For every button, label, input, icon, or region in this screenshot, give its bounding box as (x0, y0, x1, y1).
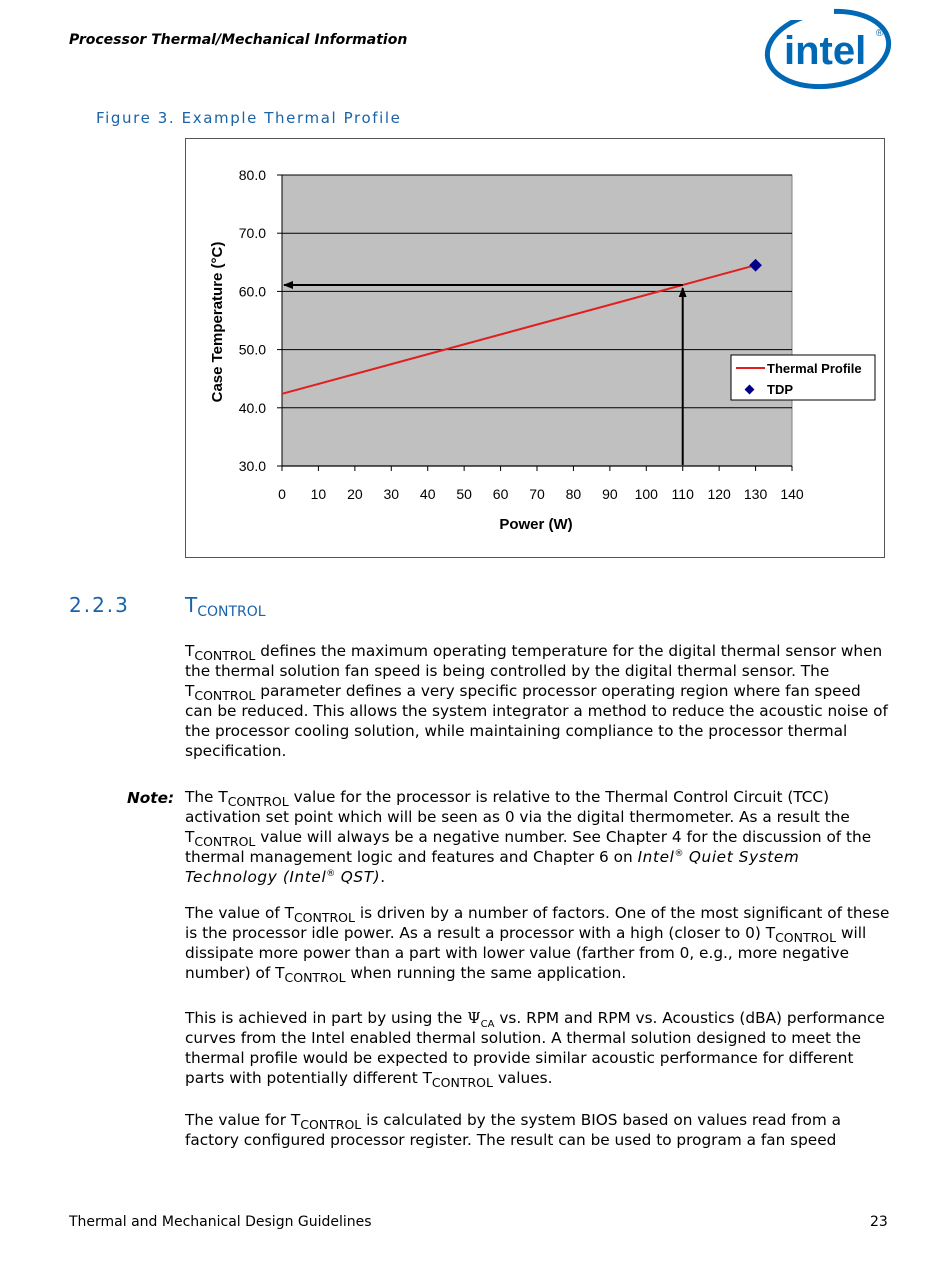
plot-area (282, 175, 792, 466)
section-title-main: T (185, 593, 198, 617)
tcontrol-subscript: CONTROL (284, 970, 346, 985)
tcontrol-subscript: CONTROL (194, 648, 256, 663)
note-paragraph (185, 787, 890, 887)
paragraph-text: defines the maximum operating temperature for the digital thermal sensor when the thermal solution fan speed is being controlled by the digital thermal sensor. The (185, 642, 883, 680)
tcontrol-subscript: CONTROL (775, 930, 837, 945)
paragraph-tcontrol-definition (185, 641, 890, 761)
tcontrol-symbol: T (185, 642, 195, 660)
tcontrol-symbol: T (218, 788, 228, 806)
logo-wordmark: intel (784, 29, 867, 73)
tcontrol-symbol: T (275, 964, 285, 982)
x-tick-label: 0 (278, 486, 286, 502)
registered-mark: ® (674, 849, 684, 859)
x-tick-label: 110 (671, 486, 694, 502)
paragraph-text: vs. RPM and RPM vs. Acoustics (dBA) performance curves from the Intel enabled thermal solution. A thermal solution designed to meet the thermal profile would be expected to provide similar acoustic performance for different parts with potentially different (185, 1009, 885, 1087)
section-number: 2.2.3 (69, 593, 130, 617)
x-tick-labels (278, 486, 804, 502)
note-text: value for the processor is relative to the Thermal Control Circuit (TCC) activation set point which will be seen as 0 via the digital thermometer. As a result the (185, 788, 850, 826)
paragraph-text: The value for (185, 1111, 291, 1129)
section-title-sub: CONTROL (197, 604, 266, 620)
note-italic-text: Intel (637, 848, 675, 866)
tcontrol-symbol: T (185, 682, 195, 700)
legend (731, 355, 875, 400)
note-text: . (380, 868, 386, 886)
chart-canvas (186, 139, 886, 559)
tcontrol-subscript: CONTROL (431, 1075, 493, 1090)
x-tick-label: 30 (383, 486, 400, 502)
x-tick-label: 140 (780, 486, 804, 502)
tcontrol-subscript: CONTROL (300, 1117, 362, 1132)
y-tick-label: 70.0 (238, 225, 266, 242)
logo-registered-mark: ® (876, 28, 884, 39)
tcontrol-subscript: CONTROL (227, 794, 289, 809)
figure-caption: Figure 3. Example Thermal Profile (96, 109, 402, 127)
x-tick-label: 40 (419, 486, 436, 502)
x-tick-label: 20 (347, 486, 363, 502)
note-text: value will always be a negative number. See Chapter 4 for the discussion of the thermal management logic and features and Chapter 6 on (185, 828, 872, 866)
x-tick-label: 120 (707, 486, 731, 502)
thermal-profile-chart (185, 138, 885, 558)
intel-logo (764, 6, 892, 90)
paragraph-text: when running the same application. (345, 964, 627, 982)
x-tick-label: 10 (310, 486, 327, 502)
note-label: Note: (127, 789, 175, 807)
footer-page-number: 23 (870, 1214, 888, 1230)
x-tick-label: 130 (743, 486, 768, 502)
y-tick-label: 40.0 (238, 399, 266, 416)
note-italic-text: QST) (335, 868, 381, 886)
running-header: Processor Thermal/Mechanical Information (69, 32, 408, 48)
tcontrol-subscript: CONTROL (293, 910, 355, 925)
paragraph-text: values. (492, 1069, 553, 1087)
psi-symbol: Ψ (467, 1009, 481, 1027)
paragraph-text: This is achieved in part by using the (185, 1009, 468, 1027)
paragraph-tcontrol-factors (185, 903, 890, 983)
x-tick-label: 50 (456, 486, 472, 502)
legend-thermal-profile-label: Thermal Profile (767, 361, 862, 376)
paragraph-text: is calculated by the system BIOS based on values read from a factory configured processor register. The result can be used to program a fan speed (185, 1111, 842, 1149)
y-tick-label: 60.0 (238, 283, 266, 300)
x-tick-label: 80 (565, 486, 582, 502)
x-axis-label: Power (W) (499, 516, 573, 533)
y-axis-label: Case Temperature (°C) (209, 241, 226, 403)
note-italic-text: Quiet System Technology (Intel (185, 848, 800, 886)
x-tick-label: 60 (492, 486, 509, 502)
legend-tdp-label: TDP (767, 382, 793, 397)
y-tick-labels (239, 167, 266, 474)
tcontrol-symbol: T (284, 904, 294, 922)
tcontrol-symbol: T (185, 828, 195, 846)
note-text: The (185, 788, 219, 806)
tcontrol-symbol: T (422, 1069, 432, 1087)
psi-subscript: CA (480, 1019, 495, 1030)
x-tick-label: 90 (602, 486, 618, 502)
paragraph-text: is driven by a number of factors. One of the most significant of these is the processor idle power. As a result a processor with a high (closer to 0) (185, 904, 890, 942)
tcontrol-subscript: CONTROL (194, 834, 256, 849)
paragraph-text: parameter defines a very specific processor operating region where fan speed can be reduced. This allows the system integrator a method to reduce the acoustic noise of the processor cooling solution, while maintaining compliance to the processor thermal specification. (185, 682, 888, 760)
registered-mark: ® (326, 869, 336, 879)
y-tick-label: 50.0 (238, 341, 266, 358)
tcontrol-symbol: T (290, 1111, 301, 1129)
footer-document-title: Thermal and Mechanical Design Guidelines (69, 1214, 372, 1230)
tcontrol-symbol: T (765, 924, 776, 942)
y-tick-label: 30.0 (238, 458, 266, 474)
y-tick-label: 80.0 (238, 167, 266, 183)
x-tick-label: 100 (634, 486, 658, 502)
x-tick-label: 70 (529, 486, 545, 502)
paragraph-bios-calculation (185, 1110, 890, 1150)
tcontrol-subscript: CONTROL (194, 688, 256, 703)
paragraph-text: will dissipate more power than a part with lower value (farther from 0, e.g., more negative number) of (185, 924, 867, 982)
section-title (185, 593, 266, 620)
paragraph-psi-curves (185, 1008, 890, 1088)
paragraph-text: The value of (185, 904, 285, 922)
